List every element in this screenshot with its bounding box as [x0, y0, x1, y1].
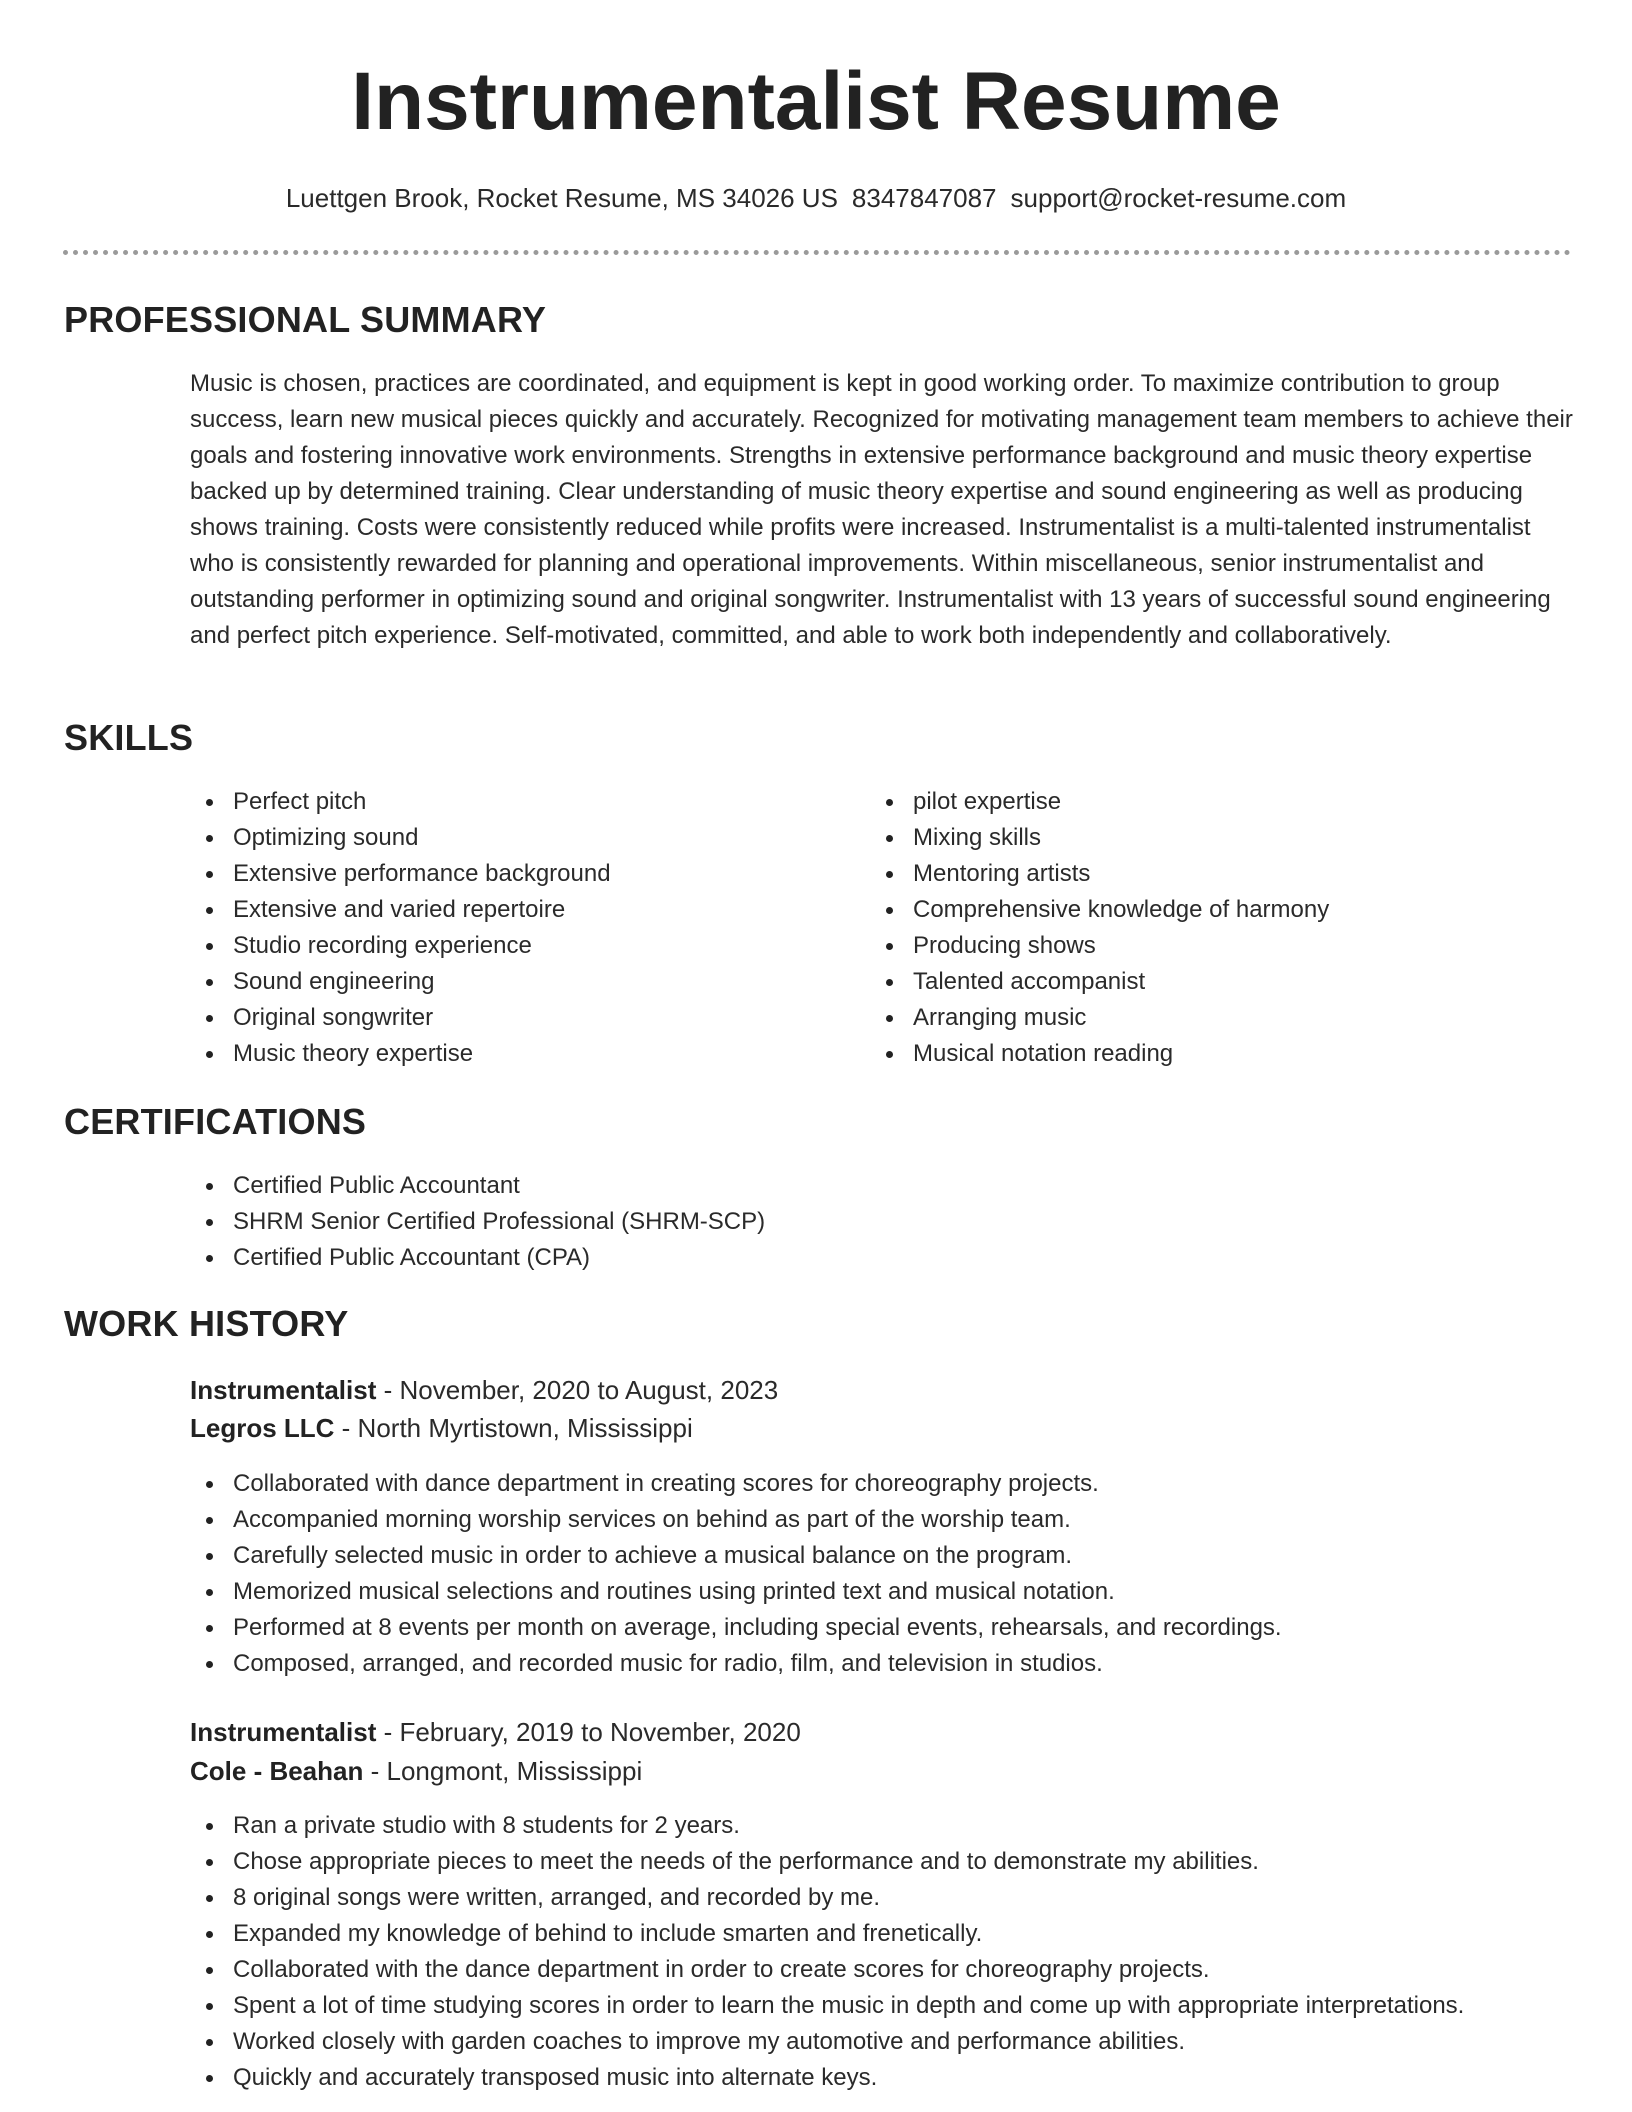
- job-company-line: [190, 1751, 642, 1791]
- list-item: Music theory expertise: [190, 1036, 611, 1072]
- job-bullets: [190, 1808, 1464, 2096]
- certifications-list: [190, 1168, 765, 1276]
- contact-phone: 8347847087: [851, 183, 997, 213]
- list-item: Sound engineering: [190, 964, 611, 1000]
- list-item: pilot expertise: [870, 784, 1329, 820]
- list-item: Certified Public Accountant: [190, 1168, 765, 1204]
- list-item: Collaborated with the dance department in order to create scores for choreography projects.: [190, 1952, 1464, 1988]
- list-item: Performed at 8 events per month on average, including special events, rehearsals, and recordings.: [190, 1610, 1282, 1646]
- skills-list-left: [190, 784, 611, 1072]
- list-item: Musical notation reading: [870, 1036, 1329, 1072]
- job-title-line: [190, 1370, 778, 1410]
- list-item: Perfect pitch: [190, 784, 611, 820]
- job-bullets: [190, 1466, 1282, 1682]
- list-item: Studio recording experience: [190, 928, 611, 964]
- job-title: Instrumentalist: [190, 1717, 377, 1747]
- list-item: Accompanied morning worship services on behind as part of the worship team.: [190, 1502, 1282, 1538]
- list-item: Certified Public Accountant (CPA): [190, 1240, 765, 1276]
- list-item: Producing shows: [870, 928, 1329, 964]
- job-location: - Longmont, Mississippi: [363, 1756, 643, 1786]
- header-divider: [63, 250, 1571, 255]
- contact-email: support@rocket-resume.com: [1010, 183, 1347, 213]
- list-item: SHRM Senior Certified Professional (SHRM-SCP): [190, 1204, 765, 1240]
- skills-list-right: [870, 784, 1329, 1072]
- list-item: Chose appropriate pieces to meet the needs of the performance and to demonstrate my abilities.: [190, 1844, 1464, 1880]
- list-item: Collaborated with dance department in creating scores for choreography projects.: [190, 1466, 1282, 1502]
- list-item: Mixing skills: [870, 820, 1329, 856]
- job-title-line: [190, 1712, 801, 1752]
- certifications-heading: CERTIFICATIONS: [64, 1101, 367, 1142]
- list-item: Comprehensive knowledge of harmony: [870, 892, 1329, 928]
- resume-title: Instrumentalist Resume: [351, 56, 1281, 147]
- list-item: Arranging music: [870, 1000, 1329, 1036]
- job-company-line: [190, 1408, 693, 1448]
- list-item: Carefully selected music in order to achieve a musical balance on the program.: [190, 1538, 1282, 1574]
- job-title: Instrumentalist: [190, 1375, 377, 1405]
- list-item: Worked closely with garden coaches to improve my automotive and performance abilities.: [190, 2024, 1464, 2060]
- list-item: Optimizing sound: [190, 820, 611, 856]
- list-item: Talented accompanist: [870, 964, 1329, 1000]
- list-item: Composed, arranged, and recorded music for radio, film, and television in studios.: [190, 1646, 1282, 1682]
- list-item: 8 original songs were written, arranged, and recorded by me.: [190, 1880, 1464, 1916]
- summary-text: Music is chosen, practices are coordinated, and equipment is kept in good working order. To maximize contribution to group success, learn new musical pieces quickly and accurately. Recognized for motivating management team members to achieve their goals and fostering innovative work environments. Strengths in extensive performance background and music theory expertise backed up by determined training. Clear understanding of music theory expertise and sound engineering as well as producing shows training. Costs were consistently reduced while profits were increased. Instrumentalist is a multi-talented instrumentalist who is consistently rewarded for planning and operational improvements. Within miscellaneous, senior instrumentalist and outstanding performer in optimizing sound and original songwriter. Instrumentalist with 13 years of successful sound engineering and perfect pitch experience. Self-motivated, committed, and able to work both independently and collaboratively.: [190, 370, 1573, 649]
- skills-heading: SKILLS: [64, 717, 194, 758]
- job-dates: - February, 2019 to November, 2020: [376, 1717, 801, 1747]
- job-company: Legros LLC: [190, 1413, 335, 1443]
- job-company: Cole - Beahan: [190, 1756, 364, 1786]
- list-item: Expanded my knowledge of behind to include smarten and frenetically.: [190, 1916, 1464, 1952]
- list-item: Original songwriter: [190, 1000, 611, 1036]
- list-item: Extensive and varied repertoire: [190, 892, 611, 928]
- contact-line: [0, 180, 1632, 216]
- list-item: Mentoring artists: [870, 856, 1329, 892]
- work-history-heading: WORK HISTORY: [64, 1303, 349, 1344]
- list-item: Memorized musical selections and routines using printed text and musical notation.: [190, 1574, 1282, 1610]
- job-location: - North Myrtistown, Mississippi: [334, 1413, 693, 1443]
- summary-heading: PROFESSIONAL SUMMARY: [64, 299, 547, 340]
- list-item: Ran a private studio with 8 students for 2 years.: [190, 1808, 1464, 1844]
- list-item: Quickly and accurately transposed music into alternate keys.: [190, 2060, 1464, 2096]
- list-item: Spent a lot of time studying scores in order to learn the music in depth and come up with appropriate interpretations.: [190, 1988, 1464, 2024]
- contact-address: Luettgen Brook, Rocket Resume, MS 34026 US: [285, 183, 838, 213]
- list-item: Extensive performance background: [190, 856, 611, 892]
- job-dates: - November, 2020 to August, 2023: [376, 1375, 779, 1405]
